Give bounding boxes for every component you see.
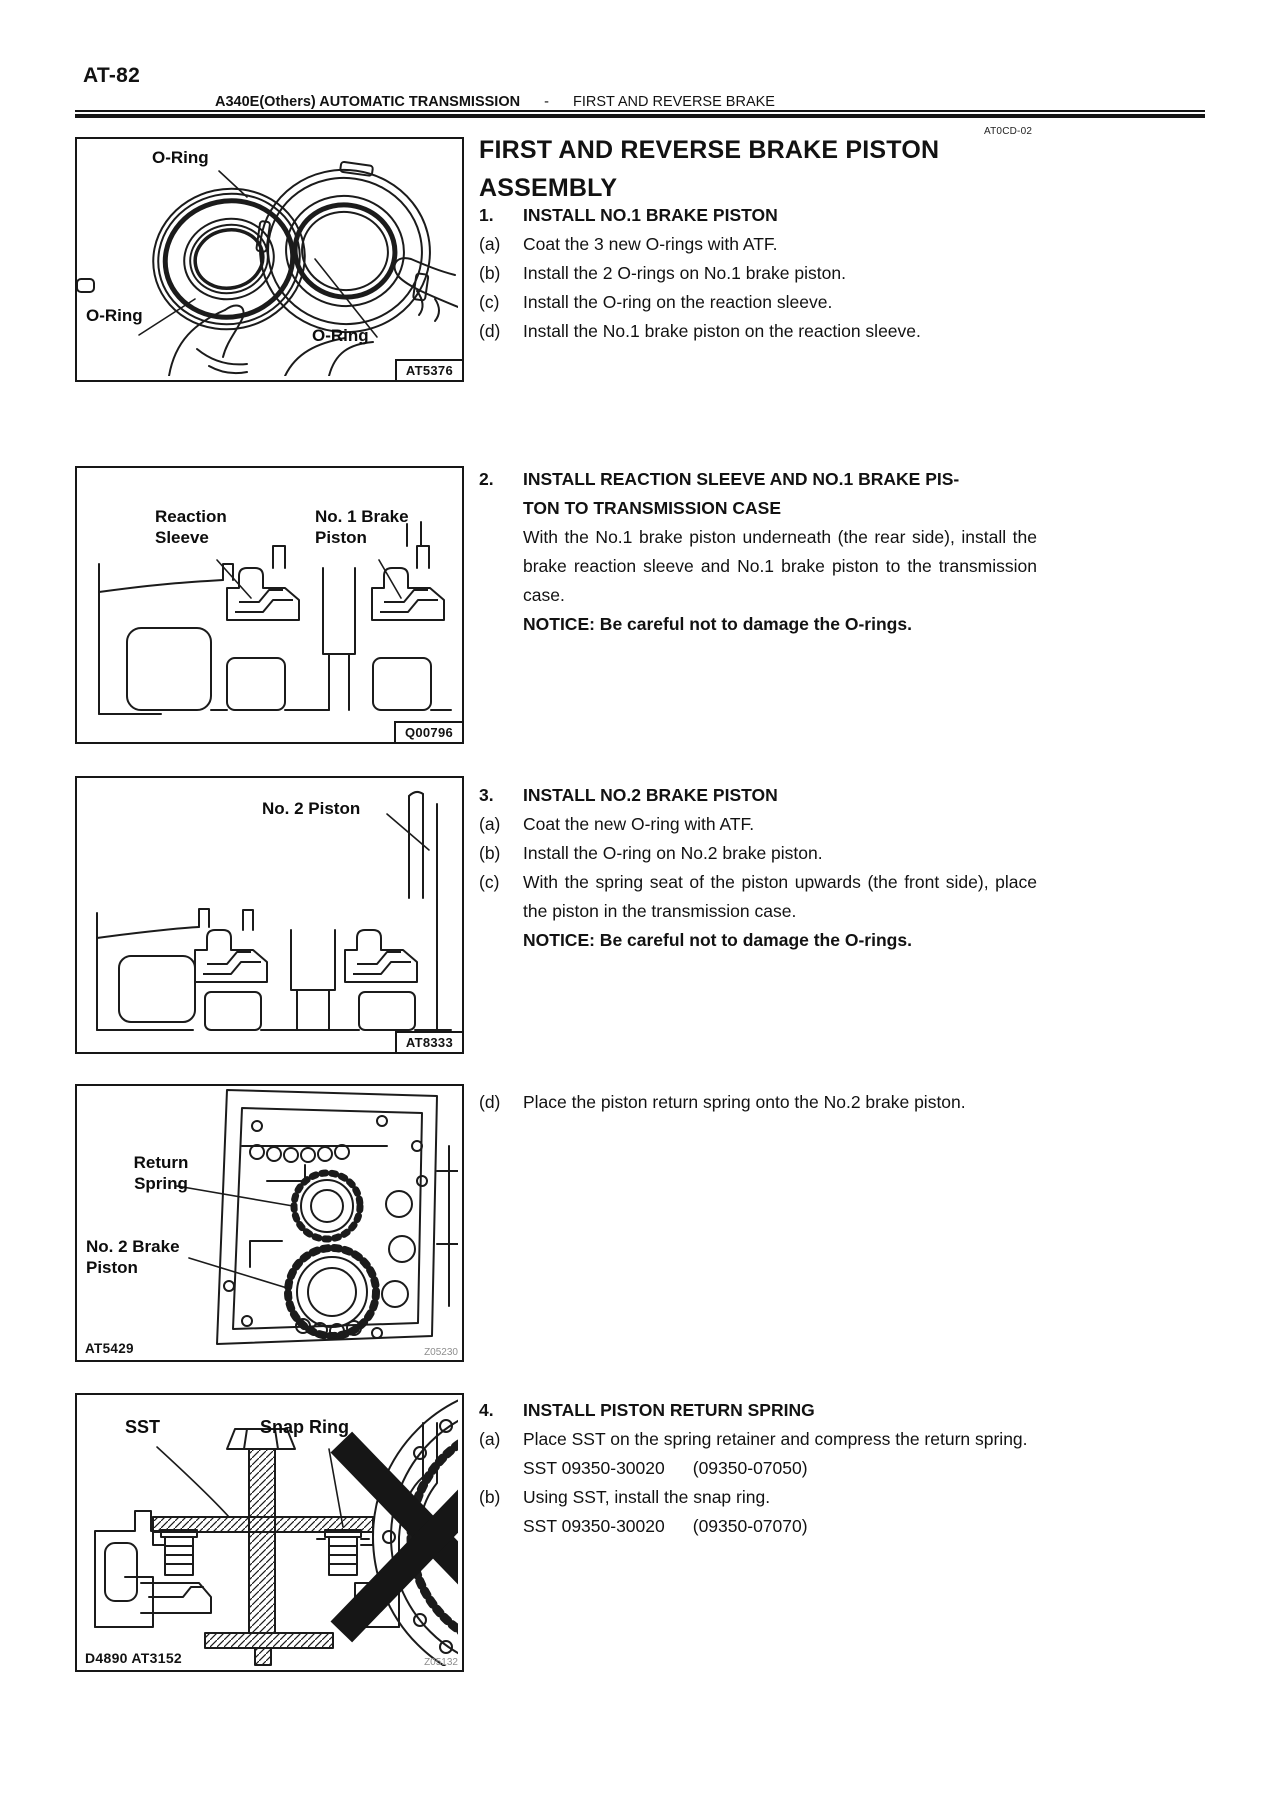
figure1-label-oring-right: O-Ring <box>312 326 369 345</box>
figure-reaction-sleeve <box>75 466 464 744</box>
figure5-code: D4890 AT3152 <box>85 1650 182 1666</box>
figure-no2-piston <box>75 776 464 1054</box>
sst-row <box>479 1512 1037 1541</box>
section-3-notice: NOTICE: Be careful not to damage the O-rings. <box>523 930 912 950</box>
step-row: (b) Install the 2 O-rings on No.1 brake piston. <box>479 263 846 283</box>
section-4-heading: 4. INSTALL PISTON RETURN SPRING <box>479 1400 815 1420</box>
header-rule-thick <box>75 114 1205 118</box>
figure-oring-drawing <box>77 139 458 376</box>
step-row: (a) Place SST on the spring retainer and compress the return spring. <box>479 1429 1028 1449</box>
section-3 <box>479 781 1037 955</box>
figure4-code-small: Z05230 <box>424 1347 458 1358</box>
step-row: (c) With the spring seat of the piston upwards (the front side), place the piston in the transmission case. <box>479 872 1037 921</box>
figure2-code: Q00796 <box>394 721 464 744</box>
section-3-heading: 3. INSTALL NO.2 BRAKE PISTON <box>479 785 778 805</box>
figure4-code: AT5429 <box>85 1341 134 1356</box>
step-row: (b) Install the O-ring on No.2 brake piston. <box>479 843 823 863</box>
section-2-heading: 2. INSTALL REACTION SLEEVE AND NO.1 BRAKE PIS- TON TO TRANSMISSION CASE <box>479 469 960 518</box>
running-header <box>215 94 775 110</box>
step-d <box>479 1088 1037 1117</box>
sst-row <box>479 1454 1037 1483</box>
figure5-label-snap-ring: Snap Ring <box>260 1417 349 1437</box>
figure3-label-no2-piston: No. 2 Piston <box>262 799 361 818</box>
figure5-code-small: Z05132 <box>424 1657 458 1668</box>
figure3-code: AT8333 <box>395 1031 464 1054</box>
figure-oring-installation <box>75 137 464 382</box>
step-row: (a) Coat the new O-ring with ATF. <box>479 814 755 834</box>
figure2-label-no1-piston: No. 1 Brake Piston <box>315 507 409 547</box>
figure1-label-oring-left: O-Ring <box>86 306 143 325</box>
figure1-code: AT5376 <box>395 359 464 382</box>
step-row: (b) Using SST, install the snap ring. <box>479 1487 771 1507</box>
header-rule-thin <box>75 110 1205 112</box>
sst-detail: (09350-07070) <box>692 1516 808 1536</box>
running-header-model: A340E(Others) AUTOMATIC TRANSMISSION <box>215 94 521 110</box>
figure2-label-reaction-sleeve: Reaction Sleeve <box>155 507 227 547</box>
figure-return-spring <box>75 1084 464 1362</box>
doc-code: AT0CD-02 <box>984 126 1033 137</box>
sst-number: SST 09350-30020 <box>523 1458 665 1478</box>
step-row: (d) Place the piston return spring onto the No.2 brake piston. <box>479 1092 966 1112</box>
page-title: FIRST AND REVERSE BRAKE PISTON ASSEMBLY <box>479 136 940 202</box>
section-4 <box>479 1396 1037 1541</box>
step-row: (a) Coat the 3 new O-rings with ATF. <box>479 234 778 254</box>
step-row: (c) Install the O-ring on the reaction sleeve. <box>479 292 833 312</box>
step-row: (d) Install the No.1 brake piston on the reaction sleeve. <box>479 321 921 341</box>
section-2 <box>479 465 1037 639</box>
section-2-body: With the No.1 brake piston underneath (the rear side), install the brake reaction sleeve and No.1 brake piston to the transmission case. <box>523 527 1037 605</box>
section-2-notice: NOTICE: Be careful not to damage the O-rings. <box>523 614 912 634</box>
sst-number: SST 09350-30020 <box>523 1516 665 1536</box>
running-header-dash: - <box>544 94 549 110</box>
section-1 <box>479 201 1037 346</box>
running-header-section: FIRST AND REVERSE BRAKE <box>572 94 775 110</box>
figure-return-spring-drawing <box>77 1086 458 1356</box>
figure1-label-oring-top: O-Ring <box>152 148 209 167</box>
figure-sst-snap-ring <box>75 1393 464 1672</box>
figure4-label-return-spring: Return Spring <box>133 1153 189 1193</box>
figure5-label-sst: SST <box>125 1417 161 1437</box>
section-1-heading: 1. INSTALL NO.1 BRAKE PISTON <box>479 205 778 225</box>
figure4-label-no2-brake-piston: No. 2 Brake Piston <box>86 1237 180 1277</box>
page-number: AT-82 <box>83 64 141 87</box>
sst-detail: (09350-07050) <box>692 1458 808 1478</box>
